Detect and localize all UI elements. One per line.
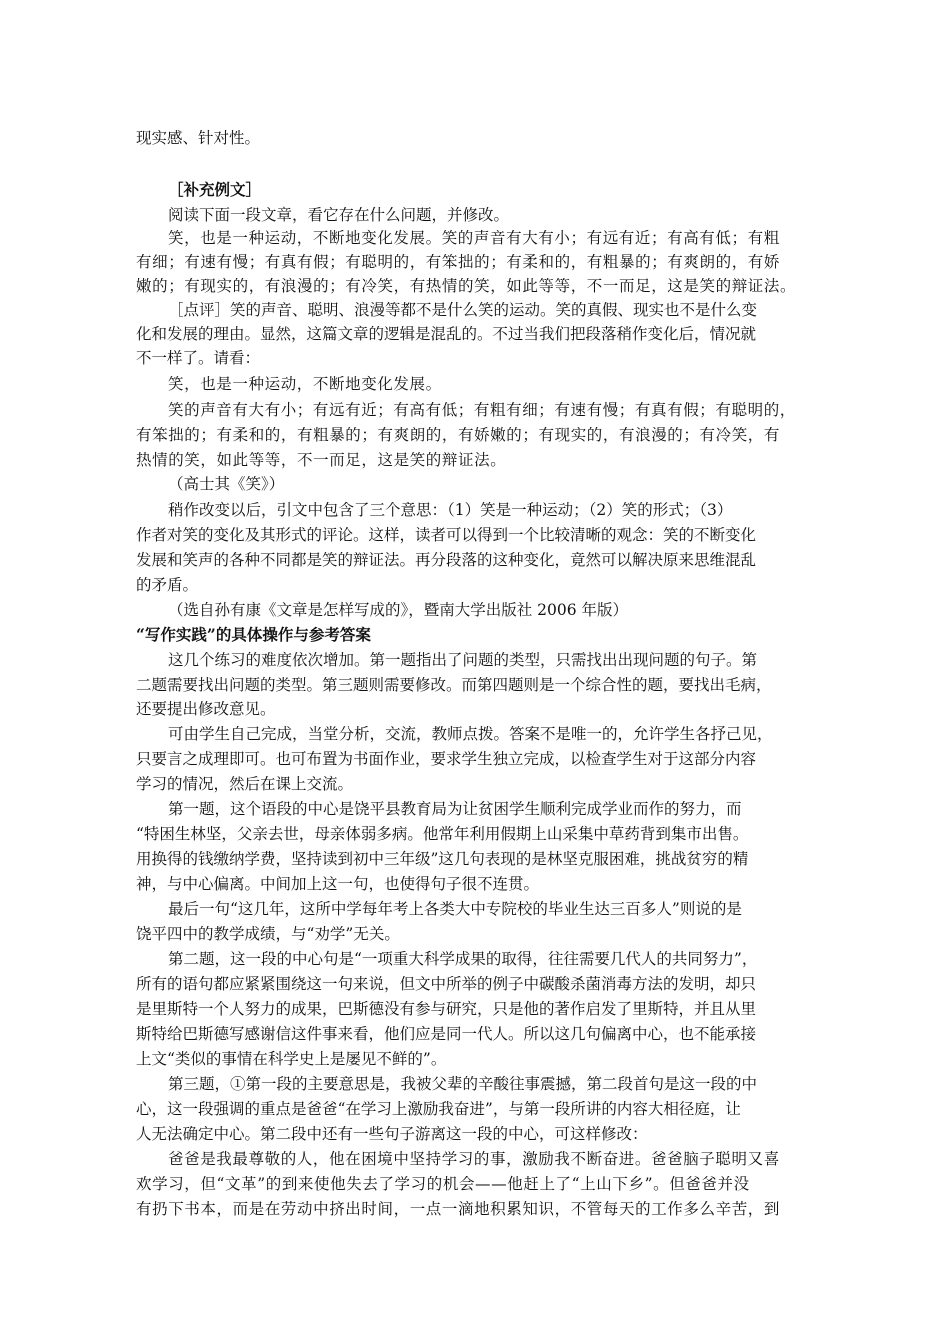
text-line: 用换得的钱缴纳学费，坚持读到初中三年级”这几句表现的是林坚克服困难，挑战贫穷的精 [136, 850, 749, 868]
text-line: 还要提出修改意见。 [136, 700, 276, 718]
text-line: 这几个练习的难度依次增加。第一题指出了问题的类型，只需找出出现问题的句子。第 [168, 651, 758, 669]
comment-line: ［点评］笑的声音、聪明、浪漫等都不是什么笑的运动。笑的真假、现实也不是什么变 [168, 301, 758, 319]
text-line: 不一样了。请看： [136, 349, 261, 367]
text-line: “特困生林坚，父亲去世，母亲体弱多病。他常年利用假期上山采集中草药背到集市出售。 [136, 825, 749, 843]
text-line: 现实感、针对性。 [136, 129, 261, 147]
example-text-line: 有扔下书本，而是在劳动中挤出时间，一点一滴地积累知识，不管每天的工作多么辛苦，到 [136, 1200, 781, 1218]
text-line: 学习的情况，然后在课上交流。 [136, 775, 354, 793]
example-text-line: 热情的笑，如此等等，不一而足，这是笑的辩证法。 [136, 451, 507, 469]
text-line: 只要言之成理即可。也可布置为书面作业，要求学生独立完成，以检查学生对于这部分内容 [136, 750, 757, 768]
example-text-line: 欢学习，但“文革”的到来使他失去了学习的机会——他赶上了“上山下乡”。但爸爸并没 [136, 1175, 750, 1193]
source-citation: （选自孙有康《文章是怎样写成的》，暨南大学出版社 2006 年版） [168, 601, 629, 619]
text-line: 第三题，①第一段的主要意思是，我被父辈的辛酸往事震撼，第二段首句是这一段的中 [168, 1075, 758, 1093]
example-text-line: 笑，也是一种运动，不断地变化发展。 [168, 375, 442, 393]
text-line: 稍作改变以后，引文中包含了三个意思：（1）笑是一种运动；（2）笑的形式；（3） [168, 501, 733, 519]
section-heading: ［补充例文］ [168, 180, 262, 199]
example-text-line: 有细；有速有慢；有真有假；有聪明的，有笨拙的；有柔和的，有粗暴的；有爽朗的，有娇 [136, 253, 781, 271]
text-line: 作者对笑的变化及其形式的评论。这样，读者可以得到一个比较清晰的观念：笑的不断变化 [136, 526, 757, 544]
example-text-line: 有笨拙的；有柔和的，有粗暴的；有爽朗的，有娇嫩的；有现实的，有浪漫的；有冷笑，有 [136, 426, 781, 444]
example-text-line: 爸爸是我最尊敬的人，他在困境中坚持学习的事，激励我不断奋进。爸爸脑子聪明又喜 [168, 1150, 780, 1168]
section-heading: “写作实践”的具体操作与参考答案 [136, 625, 371, 644]
text-line: 阅读下面一段文章，看它存在什么问题，并修改。 [168, 206, 510, 224]
text-line: 斯特给巴斯德写感谢信这件事来看，他们应是同一代人。所以这几句偏离中心，也不能承接 [136, 1025, 757, 1043]
text-line: 可由学生自己完成，当堂分析，交流，教师点拨。答案不是唯一的，允许学生各抒己见， [168, 725, 773, 743]
text-line: 人无法确定中心。第二段中还有一些句子游离这一段的中心，可这样修改： [136, 1125, 648, 1143]
text-line: 第二题，这一段的中心句是“一项重大科学成果的取得，往往需要几代人的共同努力”， [168, 950, 758, 968]
example-text-line: 笑，也是一种运动，不断地变化发展。笑的声音有大有小；有远有近；有高有低；有粗 [168, 229, 780, 247]
text-line: 第一题，这个语段的中心是饶平县教育局为让贫困学生顺利完成学业而作的努力，而 [168, 800, 742, 818]
example-text-line: 嫩的；有现实的，有浪漫的；有冷笑，有热情的笑，如此等等，不一而足，这是笑的辩证法。 [136, 277, 797, 295]
text-line: 的矛盾。 [136, 576, 199, 594]
text-line: 发展和笑声的各种不同都是笑的辩证法。再分段落的这种变化，竟然可以解决原来思维混乱 [136, 551, 757, 569]
text-line: 最后一句“这几年，这所中学每年考上各类大中专院校的毕业生达三百多人”则说的是 [168, 900, 742, 918]
text-line: 二题需要找出问题的类型。第三题则需要修改。而第四题则是一个综合性的题，要找出毛病， [136, 676, 772, 694]
text-line: 心，这一段强调的重点是爸爸“在学习上激励我奋进”，与第一段所讲的内容大相径庭，让 [136, 1100, 741, 1118]
citation-line: （高士其《笑》） [168, 475, 285, 493]
example-text-line: 笑的声音有大有小；有远有近；有高有低；有粗有细；有速有慢；有真有假；有聪明的， [168, 401, 796, 419]
text-line: 化和发展的理由。显然，这篇文章的逻辑是混乱的。不过当我们把段落稍作变化后，情况就 [136, 325, 757, 343]
text-line: 是里斯特一个人努力的成果，巴斯德没有参与研究，只是他的著作启发了里斯特，并且从里 [136, 1000, 757, 1018]
text-line: 饶平四中的教学成绩，与“劝学”无关。 [136, 925, 400, 943]
text-line: 上文“类似的事情在科学史上是屡见不鲜的”。 [136, 1050, 447, 1068]
text-line: 所有的语句都应紧紧围绕这一句来说，但文中所举的例子中碳酸杀菌消毒方法的发明，却只 [136, 975, 757, 993]
text-line: 神，与中心偏离。中间加上这一句，也使得句子很不连贯。 [136, 875, 540, 893]
